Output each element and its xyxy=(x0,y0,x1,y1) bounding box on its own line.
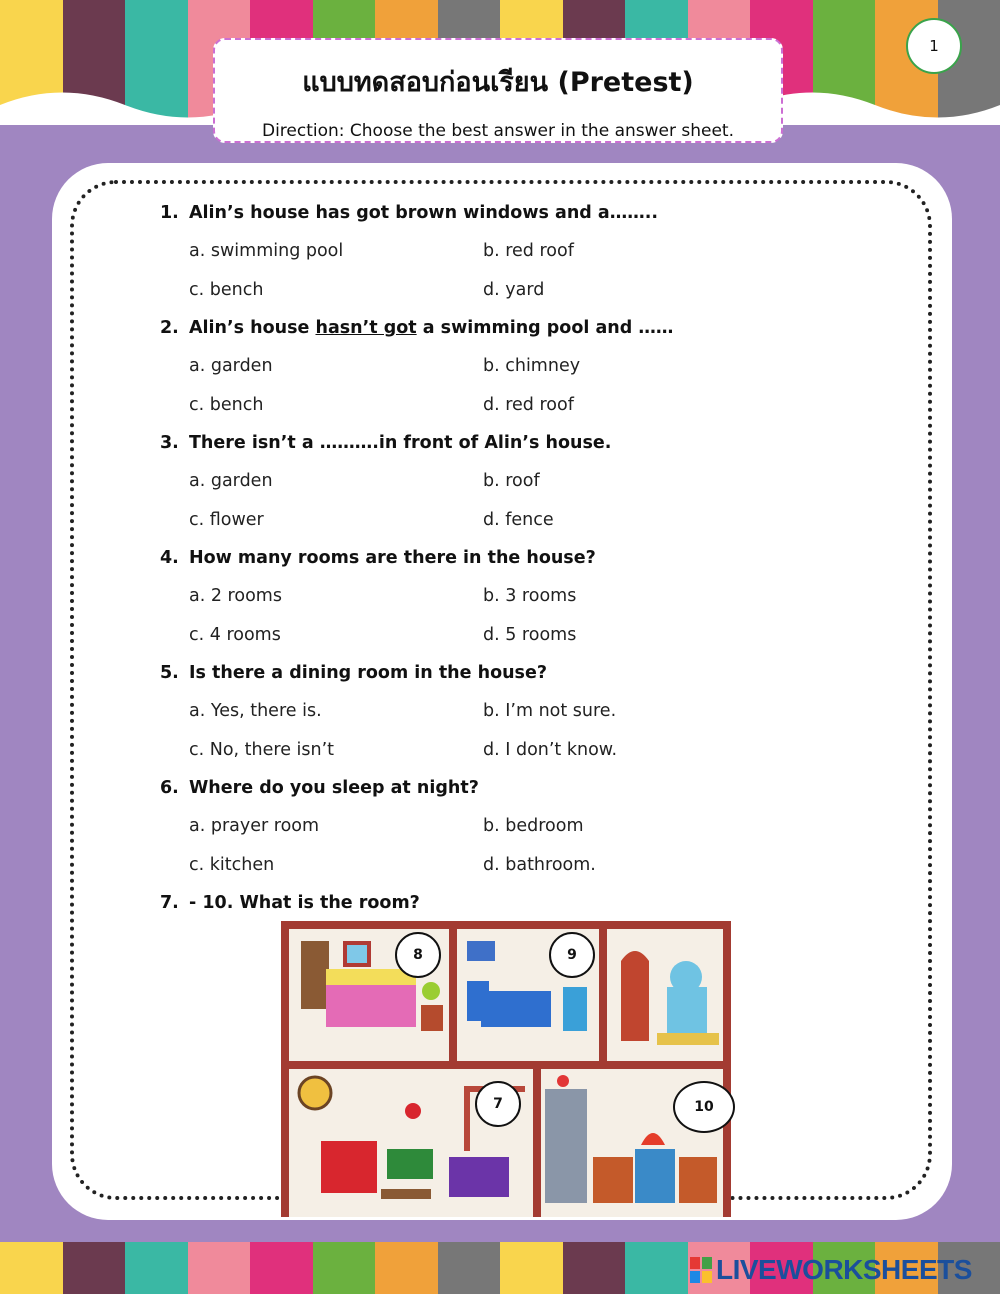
question-2 xyxy=(160,311,800,349)
option-c[interactable]: c. bench xyxy=(189,394,264,415)
stripe-block xyxy=(375,1242,438,1294)
option-a[interactable]: a. 2 rooms xyxy=(189,586,282,606)
option-a[interactable]: a. swimming pool xyxy=(189,241,344,261)
option-a[interactable]: a. garden xyxy=(189,356,273,376)
option-c[interactable]: c. 4 rooms xyxy=(189,624,281,645)
question-number: 5. xyxy=(160,663,179,683)
question-text-underlined: hasn’t got xyxy=(315,318,417,338)
question-5 xyxy=(160,656,800,694)
question-text-post: a swimming pool and …… xyxy=(416,318,674,338)
option-a[interactable]: a. Yes, there is. xyxy=(189,701,322,721)
question-number: 3. xyxy=(160,433,179,453)
question-text: Is there a dining room in the house? xyxy=(189,663,547,683)
option-b[interactable]: b. 3 rooms xyxy=(483,586,577,606)
question-number: 6. xyxy=(160,778,179,798)
option-b[interactable]: b. roof xyxy=(483,471,540,491)
house-cross-section-illustration xyxy=(281,921,731,1217)
option-c[interactable]: c. flower xyxy=(189,509,264,530)
stripe-block xyxy=(188,1242,251,1294)
options-5 xyxy=(189,694,800,771)
stripe-block xyxy=(250,1242,313,1294)
question-number: 4. xyxy=(160,548,179,568)
stripe-block xyxy=(625,1242,688,1294)
options-2 xyxy=(189,349,800,426)
option-d[interactable]: d. I don’t know. xyxy=(483,739,618,760)
room-label-8: 8 xyxy=(395,932,441,978)
stripe-block xyxy=(0,1242,63,1294)
stripe-block xyxy=(63,1242,126,1294)
question-number: 7. xyxy=(160,893,179,913)
option-c[interactable]: c. bench xyxy=(189,279,264,300)
option-d[interactable]: d. fence xyxy=(483,509,554,530)
option-b[interactable]: b. red roof xyxy=(483,241,574,261)
room-label-10: 10 xyxy=(673,1081,735,1133)
stripe-block xyxy=(500,1242,563,1294)
question-list xyxy=(160,196,800,924)
question-text: There isn’t a ……….in front of Alin’s house. xyxy=(189,433,612,453)
room-label-9: 9 xyxy=(549,932,595,978)
options-3 xyxy=(189,464,800,541)
question-number: 2. xyxy=(160,318,179,338)
option-d[interactable]: d. bathroom. xyxy=(483,854,596,875)
question-text-pre: Alin’s house xyxy=(189,318,316,338)
question-text: Where do you sleep at night? xyxy=(189,778,479,798)
house-rooms-picture xyxy=(281,921,731,1217)
option-c[interactable]: c. No, there isn’t xyxy=(189,739,335,760)
direction-text: Direction: Choose the best answer in the answer sheet. xyxy=(261,121,734,141)
question-6 xyxy=(160,771,800,809)
question-number: 1. xyxy=(160,203,179,223)
question-text: - 10. What is the room? xyxy=(189,893,420,913)
option-d[interactable]: d. yard xyxy=(483,279,545,300)
stripe-block xyxy=(125,1242,188,1294)
option-b[interactable]: b. bedroom xyxy=(483,816,584,836)
page-title: แบบทดสอบก่อนเรียน (Pretest) xyxy=(302,67,694,98)
question-text xyxy=(189,311,673,349)
stripe-block xyxy=(563,1242,626,1294)
page-number-badge: 1 xyxy=(906,18,962,74)
question-3 xyxy=(160,426,800,464)
room-label-7: 7 xyxy=(475,1081,521,1127)
options-4 xyxy=(189,579,800,656)
option-c[interactable]: c. kitchen xyxy=(189,854,275,875)
logo-mark-icon xyxy=(690,1257,712,1283)
question-text: How many rooms are there in the house? xyxy=(189,548,596,568)
options-1 xyxy=(189,234,800,311)
question-1 xyxy=(160,196,800,234)
stripe-block xyxy=(313,1242,376,1294)
stripe-block xyxy=(438,1242,501,1294)
options-6 xyxy=(189,809,800,886)
option-a[interactable]: a. garden xyxy=(189,471,273,491)
question-4 xyxy=(160,541,800,579)
option-d[interactable]: d. red roof xyxy=(483,394,574,415)
option-b[interactable]: b. chimney xyxy=(483,356,581,376)
option-b[interactable]: b. I’m not sure. xyxy=(483,701,617,721)
logo-text: LIVEWORKSHEETS xyxy=(716,1254,972,1285)
liveworksheets-logo xyxy=(690,1253,972,1287)
header-box xyxy=(213,38,783,143)
option-d[interactable]: d. 5 rooms xyxy=(483,624,577,645)
question-text: Alin’s house has got brown windows and a…….. xyxy=(189,203,658,223)
option-a[interactable]: a. prayer room xyxy=(189,816,320,836)
question-7-10 xyxy=(160,886,800,924)
